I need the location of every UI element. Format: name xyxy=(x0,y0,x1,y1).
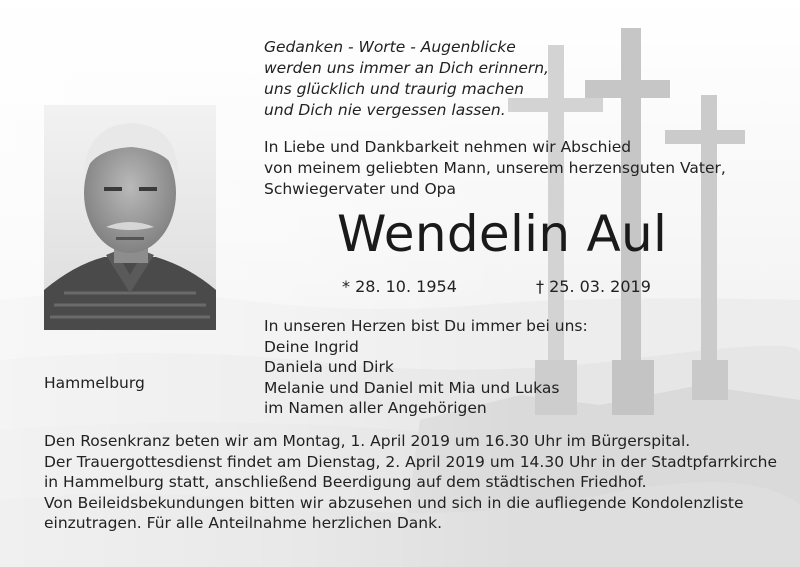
death-date: † 25. 03. 2019 xyxy=(536,277,651,296)
family-line: In unseren Herzen bist Du immer bei uns: xyxy=(264,317,588,335)
service-line: in Hammelburg statt, anschließend Beerdigung auf dem städtischen Friedhof. xyxy=(44,473,647,491)
service-line: Von Beileidsbekundungen bitten wir abzusehen und sich in die aufliegende Kondolenzliste xyxy=(44,493,744,512)
poem-line: werden uns immer an Dich erinnern, xyxy=(264,59,549,77)
poem-line: Gedanken - Worte - Augenblicke xyxy=(264,38,516,56)
service-line: Den Rosenkranz beten wir am Montag, 1. April 2019 um 16.30 Uhr im Bürgerspital. xyxy=(44,432,691,450)
intro-line: Schwiegervater und Opa xyxy=(264,180,456,198)
portrait-photo xyxy=(44,105,216,330)
family-line: Melanie und Daniel mit Mia und Lukas xyxy=(264,378,560,397)
family-line: Deine Ingrid xyxy=(264,337,359,356)
poem xyxy=(264,37,594,121)
family-line: im Namen aller Angehörigen xyxy=(264,399,487,417)
intro-line: In Liebe und Dankbarkeit nehmen wir Abschied xyxy=(264,138,632,156)
intro-line: von meinem geliebten Mann, unserem herzensguten Vater, xyxy=(264,159,726,177)
service-line: Der Trauergottesdienst findet am Dienstag, 2. April 2019 um 14.30 Uhr in der Stadtpfarrkirche xyxy=(44,452,777,471)
poem-line: uns glücklich und traurig machen xyxy=(264,80,524,98)
birth-date: * 28. 10. 1954 xyxy=(342,277,457,296)
farewell-intro xyxy=(264,137,734,200)
family-mourners xyxy=(264,316,744,419)
place-name: Hammelburg xyxy=(44,374,145,392)
service-information xyxy=(44,431,784,534)
service-line: einzutragen. Für alle Anteilnahme herzlichen Dank. xyxy=(44,514,443,532)
family-line: Daniela und Dirk xyxy=(264,358,394,376)
deceased-name: Wendelin Aul xyxy=(337,205,668,263)
poem-line: und Dich nie vergessen lassen. xyxy=(264,101,506,119)
